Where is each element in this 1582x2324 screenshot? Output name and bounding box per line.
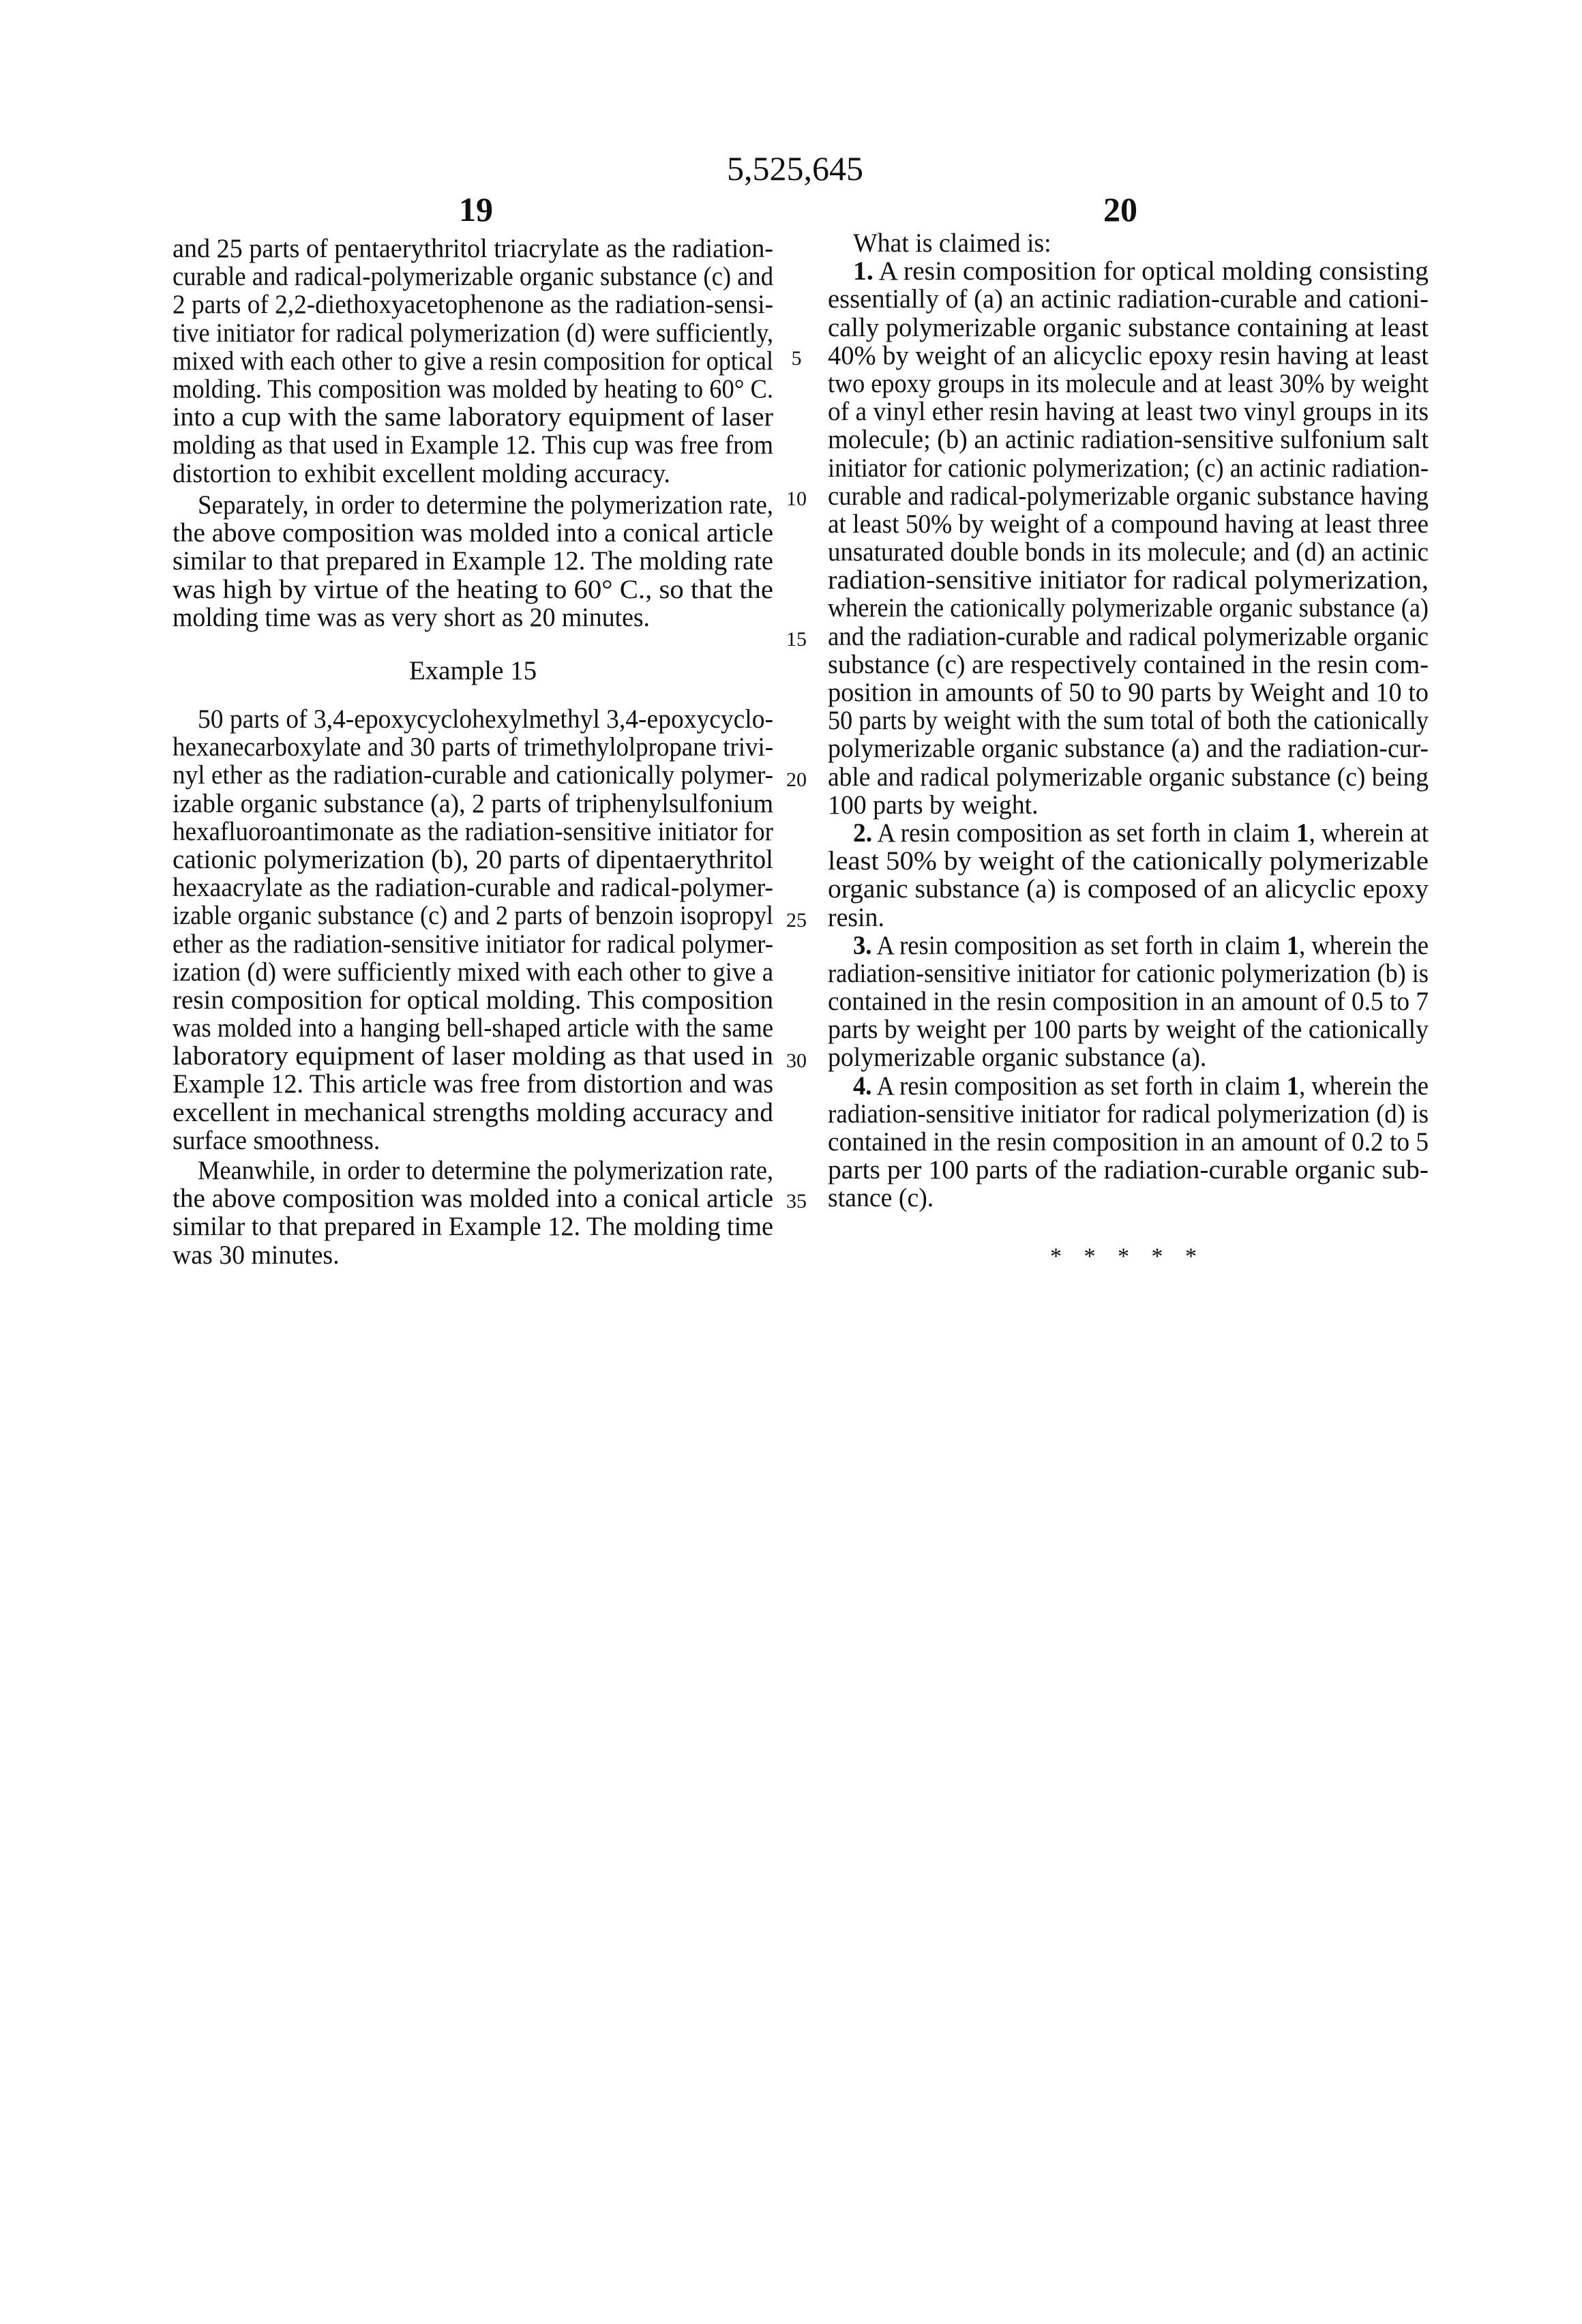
text-line: molding as that used in Example 12. This cup was free from [173,431,773,459]
claim-reference: 1 [1287,931,1299,960]
claim-number: 4. [853,1071,871,1101]
text-line: radiation-sensitive initiator for cationic polymerization (b) is [828,959,1429,987]
text-line: and the radiation-curable and radical polymerizable organic [828,623,1429,651]
claim-reference: 1 [1287,1071,1299,1101]
text-line: 100 parts by weight. [828,791,1429,819]
text-line: the above composition was molded into a conical article [173,519,773,547]
text-line: 2 parts of 2,2-diethoxyacetophenone as the radiation-sensi- [173,290,773,318]
text-line: distortion to exhibit excellent molding accuracy. [173,460,773,488]
text-line: Example 12. This article was free from distortion and was [173,1070,773,1098]
page-number-right: 20 [1052,190,1189,229]
line-number: 30 [783,1051,810,1071]
claim-reference: 1 [1296,818,1309,848]
text-line: surface smoothness. [173,1127,773,1154]
text-line: least 50% by weight of the cationically polymerizable [828,847,1429,875]
claim-2: 2. A resin composition as set forth in claim 1, wherein at least 50% by weight of the cationically polymerizable organic substance (a) is composed of an alicyclic epoxy resin. [828,819,1429,932]
line-number: 15 [783,629,810,650]
text-line: polymerizable organic substance (a) and the radiation-cur- [828,734,1429,762]
paragraph [173,491,773,631]
text-line: 50 parts by weight with the sum total of both the cationically [828,706,1429,734]
text-line: hexaacrylate as the radiation-curable and radical-polymer- [173,874,773,902]
right-column [828,229,1429,1212]
text-line: hexanecarboxylate and 30 parts of trimethylolpropane trivi- [173,733,773,761]
text-line: similar to that prepared in Example 12. The molding time [173,1212,773,1240]
text-line: two epoxy groups in its molecule and at least 30% by weight [828,370,1429,398]
text-line: molding time was as very short as 20 minutes. [173,604,773,631]
line-number: 35 [783,1191,810,1212]
end-of-document-marks: * * * * * [1050,1244,1197,1270]
text-line: contained in the resin composition in an amount of 0.5 to 7 [828,987,1429,1015]
text-line: unsaturated double bonds in its molecule; and (d) an actinic [828,538,1429,566]
text-line: molecule; (b) an actinic radiation-sensitive sulfonium salt [828,426,1429,453]
text-line: contained in the resin composition in an amount of 0.2 to 5 [828,1128,1429,1156]
patent-number: 5,525,645 [0,149,1582,188]
text-line: of a vinyl ether resin having at least two vinyl groups in its [828,398,1429,426]
paragraph [173,705,773,1154]
text-line: excellent in mechanical strengths molding accuracy and [173,1099,773,1127]
text-line: izable organic substance (c) and 2 parts of benzoin isopropyl [173,902,773,929]
paragraph [173,235,773,488]
claim-number: 2. [853,818,872,848]
line-number: 5 [783,348,810,369]
claim-number: 1. [853,256,874,286]
text-line: Separately, in order to determine the polymerization rate, [173,491,773,519]
left-column [173,0,773,2324]
text-line: Meanwhile, in order to determine the polymerization rate, [173,1157,773,1185]
text-line: organic substance (a) is composed of an alicyclic epoxy [828,875,1429,903]
text-line: molding. This composition was molded by heating to 60° C. [173,375,773,403]
text-line: stance (c). [828,1184,1429,1212]
text-line: wherein the cationically polymerizable organic substance (a) [828,594,1429,622]
text-line: cationic polymerization (b), 20 parts of dipentaerythritol [173,846,773,874]
text-line: tive initiator for radical polymerization (d) were sufficiently, [173,319,773,347]
text-line: izable organic substance (a), 2 parts of triphenylsulfonium [173,790,773,818]
text-line: at least 50% by weight of a compound having at least three [828,510,1429,538]
text-line: was molded into a hanging bell-shaped article with the same [173,1014,773,1042]
text-line: into a cup with the same laboratory equipment of laser [173,403,773,431]
example-heading: Example 15 [173,657,773,685]
text-line: similar to that prepared in Example 12. The molding rate [173,547,773,575]
text-line: initiator for cationic polymerization; (c) an actinic radiation- [828,454,1429,482]
text-line: parts per 100 parts of the radiation-curable organic sub- [828,1156,1429,1184]
page-number-left: 19 [408,190,544,229]
text-line: laboratory equipment of laser molding as that used in [173,1042,773,1070]
text-line: curable and radical-polymerizable organic substance having [828,482,1429,510]
text-line: cally polymerizable organic substance containing at least [828,314,1429,342]
text-line: ether as the radiation-sensitive initiator for radical polymer- [173,930,773,958]
claim-1: 1. A resin composition for optical molding consisting essentially of (a) an actinic radiation-curable and cationi- cally polymerizable organic substance containing at least 40% by weight of an alicyclic epoxy resin having at least two epoxy groups in its molecule and at least 30% by weight of a vinyl ether resin having at least two vinyl groups in its molecule; (b) an actinic radiation-sensitive sulfonium salt initiator for cationic polymerization; (c) an actinic radiation- curable and radical-polymerizable organic substance having at least 50% by weight of a compound having at least three unsaturated double bonds in its molecule; and (d) an actinic radiation-sensitive initiator for radical polymerization, wherein the cationically polymerizable organic substance (a) and the radiation-curable and radical polymerizable organic substance (c) are respectively contained in the resin com- position in amounts of 50 to 90 parts by Weight and 10 to 50 parts by weight with the sum total of both the cationically polymerizable organic substance (a) and the radiation-cur- able and radical polymerizable organic substance (c) being 100 parts by weight. [828,257,1429,819]
text-line: parts by weight per 100 parts by weight of the cationically [828,1015,1429,1043]
text-line: hexafluoroantimonate as the radiation-sensitive initiator for [173,818,773,846]
claim-4: 4. A resin composition as set forth in claim 1, wherein the radiation-sensitive initiator for radical polymerization (d) is contained in the resin composition in an amount of 0.2 to 5 parts per 100 parts of the radiation-curable organic sub- stance (c). [828,1072,1429,1212]
line-number: 10 [783,489,810,509]
text-line: and 25 parts of pentaerythritol triacrylate as the radiation- [173,235,773,263]
line-number: 25 [783,910,810,931]
text-line: substance (c) are respectively contained in the resin com- [828,651,1429,679]
text-line: 40% by weight of an alicyclic epoxy resin having at least [828,342,1429,370]
paragraph [173,1157,773,1269]
text-line: was high by virtue of the heating to 60° C., so that the [173,576,773,604]
text-line: essentially of (a) an actinic radiation-curable and cationi- [828,285,1429,313]
claims-intro: What is claimed is: [828,229,1429,257]
text-line: 50 parts of 3,4-epoxycyclohexylmethyl 3,4-epoxycyclo- [173,705,773,733]
text-line: mixed with each other to give a resin composition for optical [173,347,773,375]
text-line: radiation-sensitive initiator for radical polymerization (d) is [828,1100,1429,1128]
text-line: resin. [828,904,1429,932]
text-line: was 30 minutes. [173,1241,773,1269]
text-line: nyl ether as the radiation-curable and cationically polymer- [173,761,773,789]
claim-3: 3. A resin composition as set forth in claim 1, wherein the radiation-sensitive initiator for cationic polymerization (b) is contained in the resin composition in an amount of 0.5 to 7 parts by weight per 100 parts by weight of the cationically polymerizable organic substance (a). [828,932,1429,1072]
text-line: resin composition for optical molding. This composition [173,986,773,1014]
text-line: ization (d) were sufficiently mixed with each other to give a [173,958,773,986]
text-line: curable and radical-polymerizable organic substance (c) and [173,263,773,290]
text-line: the above composition was molded into a conical article [173,1185,773,1212]
text-line: polymerizable organic substance (a). [828,1043,1429,1071]
claim-number: 3. [853,931,871,960]
text-line: position in amounts of 50 to 90 parts by Weight and 10 to [828,679,1429,706]
text-line: radiation-sensitive initiator for radical polymerization, [828,566,1429,594]
line-number: 20 [783,770,810,790]
text-line: able and radical polymerizable organic substance (c) being [828,763,1429,791]
